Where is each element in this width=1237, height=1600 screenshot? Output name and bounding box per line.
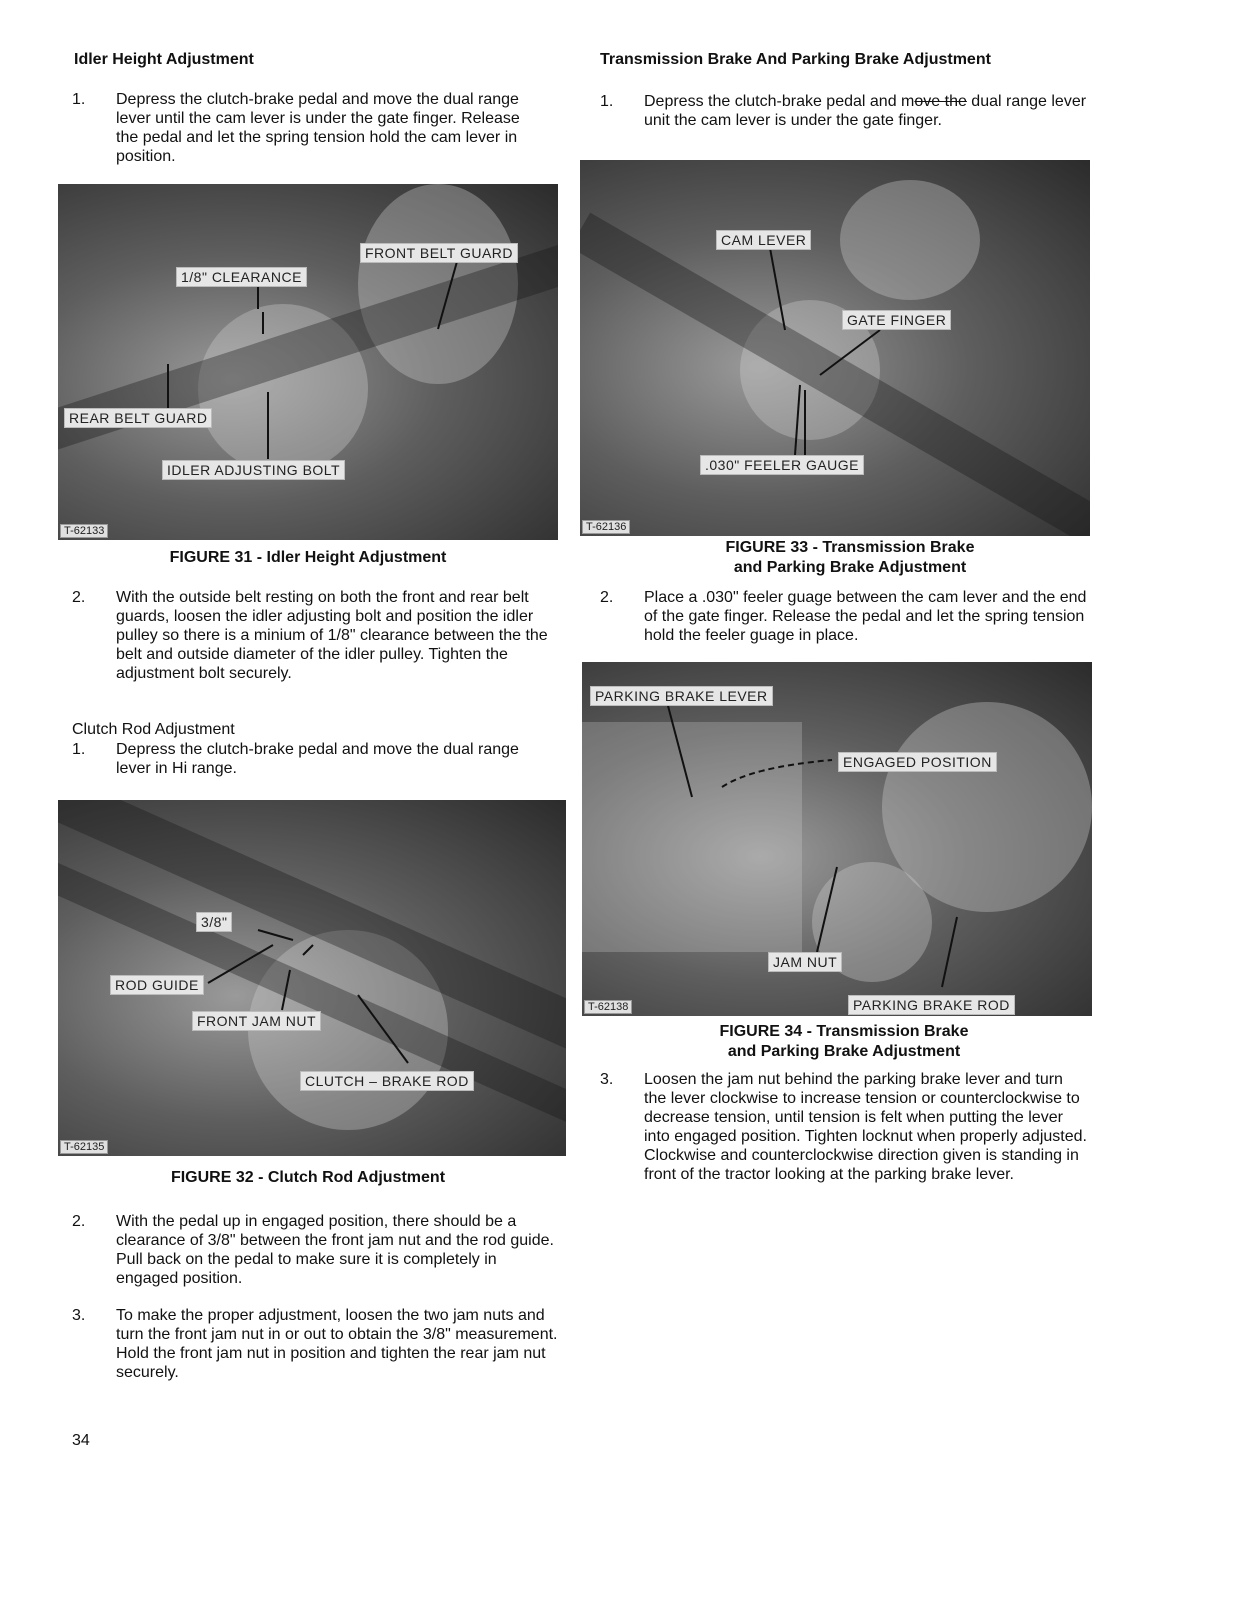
label-idler-adjusting-bolt: IDLER ADJUSTING BOLT — [162, 460, 345, 480]
clutch-step-2 — [72, 1212, 572, 1292]
caption-line: FIGURE 33 - Transmission Brake — [725, 539, 975, 556]
figure-33-photo — [580, 160, 1090, 536]
step-text: With the outside belt resting on both the front and rear belt guards, loosen the idler adjusting bolt and position the idler pulley so there is a minium of 1/8" clearance between the the belt and outside diameter of the idler pulley. Tighten the adjustment bolt securely. — [116, 589, 548, 682]
step-number: 3. — [600, 1071, 614, 1088]
brake-step-2 — [600, 588, 1120, 648]
figure-code: T-62135 — [60, 1140, 108, 1154]
label-clutch-brake-rod: CLUTCH – BRAKE ROD — [300, 1071, 474, 1091]
step-text: Depress the clutch-brake pedal and move the dual range lever until the cam lever is under the gate finger. Release the pedal and let the spring tension hold the cam lever in position. — [116, 91, 520, 165]
caption-line: and Parking Brake Adjustment — [727, 1043, 961, 1060]
figure-32-photo — [58, 800, 566, 1156]
step-text: Loosen the jam nut behind the parking brake lever and turn the lever clockwise to increase tension or counterclockwise to decrease tension, until tension is felt when putting the lever into engaged position. Tighten locknut when properly adjusted. Clockwise and counterclockwise direction given is standing in front of the tractor looking at the parking brake lever. — [644, 1071, 1087, 1183]
figure-33-caption — [600, 538, 1100, 578]
step-number: 1. — [72, 741, 86, 758]
label-feeler-gauge: .030" FEELER GAUGE — [700, 455, 864, 475]
brake-step-1 — [600, 92, 1120, 132]
clutch-step-3 — [72, 1306, 572, 1386]
step-number: 1. — [600, 93, 614, 110]
step-number: 2. — [600, 589, 614, 606]
clutch-step-1 — [72, 740, 572, 780]
step-number: 2. — [72, 589, 86, 606]
figure-32-caption: FIGURE 32 - Clutch Rod Adjustment — [170, 1169, 446, 1186]
step-text — [644, 92, 1094, 130]
step-number: 1. — [72, 91, 86, 108]
figure-31-photo — [58, 184, 558, 540]
label-parking-brake-rod: PARKING BRAKE ROD — [848, 995, 1015, 1015]
label-gate-finger: GATE FINGER — [842, 310, 951, 330]
step-number: 2. — [72, 1213, 86, 1230]
label-jam-nut: JAM NUT — [768, 952, 842, 972]
label-measurement: 3/8" — [196, 912, 232, 932]
step-number: 3. — [72, 1307, 86, 1324]
idler-step-2 — [72, 588, 572, 708]
figure-34-caption — [594, 1022, 1094, 1062]
page-number: 34 — [72, 1432, 90, 1449]
label-clearance: 1/8" CLEARANCE — [176, 267, 307, 287]
step-text-part: dual range lever unit the cam lever is under the gate finger. — [644, 93, 1087, 129]
idler-step-1 — [72, 90, 572, 170]
section-heading-transmission-brake: Transmission Brake And Parking Brake Adjustment — [600, 51, 991, 68]
brake-step-3 — [600, 1070, 1120, 1240]
figure-code: T-62138 — [584, 1000, 632, 1014]
label-front-jam-nut: FRONT JAM NUT — [192, 1011, 321, 1031]
figure-34-photo — [582, 662, 1092, 1016]
caption-line: FIGURE 34 - Transmission Brake — [719, 1023, 969, 1040]
step-text: With the pedal up in engaged position, there should be a clearance of 3/8" between the front jam nut and the rod guide. Pull back on the pedal to make sure it is completely in engaged position. — [116, 1213, 554, 1287]
step-text: Depress the clutch-brake pedal and move the dual range lever in Hi range. — [116, 741, 519, 777]
step-text-part: Depress the clutch-brake pedal and m — [644, 93, 915, 110]
label-rod-guide: ROD GUIDE — [110, 975, 204, 995]
section-heading-idler-height: Idler Height Adjustment — [74, 51, 254, 68]
figure-code: T-62133 — [60, 524, 108, 538]
label-engaged-position: ENGAGED POSITION — [838, 752, 997, 772]
section-heading-clutch-rod: Clutch Rod Adjustment — [72, 721, 235, 738]
step-text: To make the proper adjustment, loosen the two jam nuts and turn the front jam nut in or out to obtain the 3/8" measurement. Hold the front jam nut in position and tighten the rear jam nut securely. — [116, 1307, 558, 1381]
label-parking-brake-lever: PARKING BRAKE LEVER — [590, 686, 773, 706]
label-front-belt-guard: FRONT BELT GUARD — [360, 243, 518, 263]
label-cam-lever: CAM LEVER — [716, 230, 811, 250]
struck-text: ove the — [914, 93, 967, 110]
caption-line: and Parking Brake Adjustment — [733, 559, 967, 576]
figure-31-caption: FIGURE 31 - Idler Height Adjustment — [169, 549, 447, 566]
step-text: Place a .030" feeler guage between the cam lever and the end of the gate finger. Release the pedal and let the spring tension hold the feeler guage in place. — [644, 589, 1087, 644]
figure-code: T-62136 — [582, 520, 630, 534]
label-rear-belt-guard: REAR BELT GUARD — [64, 408, 212, 428]
